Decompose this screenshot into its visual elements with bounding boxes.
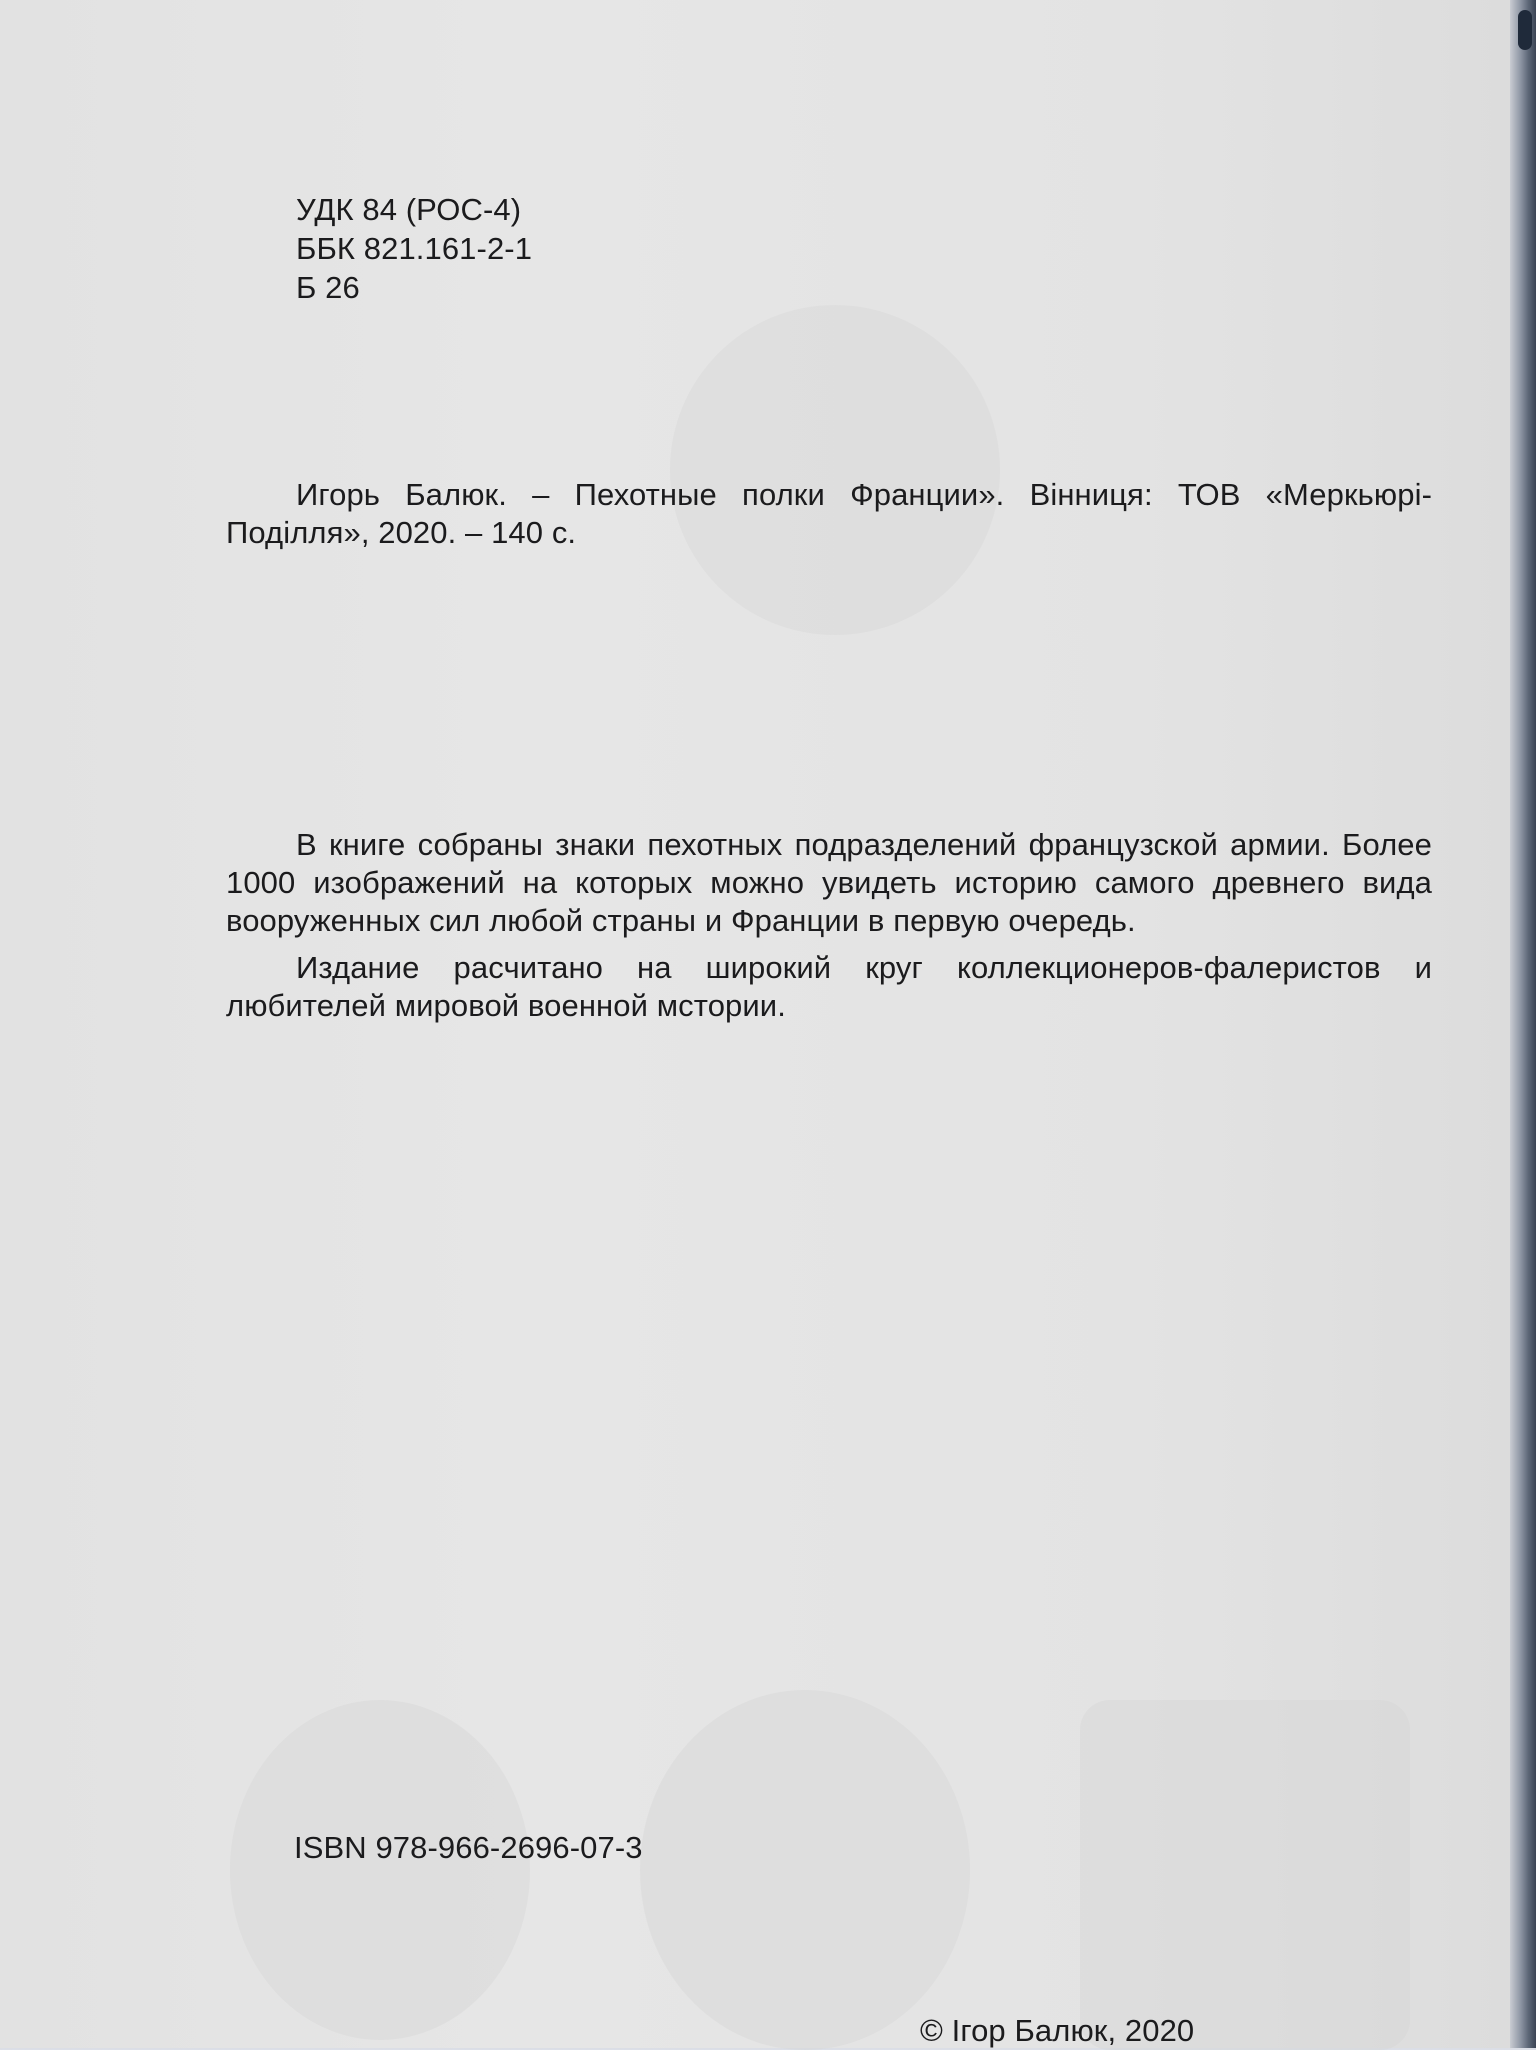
annotation	[226, 826, 1432, 1025]
annotation-paragraph: В книге собраны знаки пехотных подразделений французской армии. Более 1000 изображений на которых можно увидеть историю самого древнего вида вооруженных сил любой страны и Франции в первую очередь.	[226, 827, 1432, 938]
show-through-emblem	[670, 305, 1000, 635]
spine-edge	[1518, 10, 1532, 50]
copyright: © Ігор Балюк, 2020	[920, 2013, 1195, 2048]
annotation-paragraph: Издание расчитано на широкий круг коллекционеров-фалеристов и любителей мировой военной мстории.	[226, 950, 1432, 1023]
classification-block	[296, 190, 696, 307]
udk-code: УДК 84 (РОС-4)	[296, 192, 522, 227]
show-through-badge-center	[640, 1690, 970, 2050]
author-mark: Б 26	[296, 270, 360, 305]
bbk-code: ББК 821.161-2-1	[296, 231, 533, 266]
isbn: ISBN 978-966-2696-07-3	[294, 1830, 643, 1865]
bibliographic-citation: Игорь Балюк. – Пехотные полки Франции». Вінниця: ТОВ «Меркьюрі-Поділля», 2020. – 140 с.	[226, 477, 1432, 550]
show-through-badge-left	[230, 1700, 530, 2040]
book-spine	[1510, 0, 1536, 2048]
show-through-badge-right	[1080, 1700, 1410, 2050]
